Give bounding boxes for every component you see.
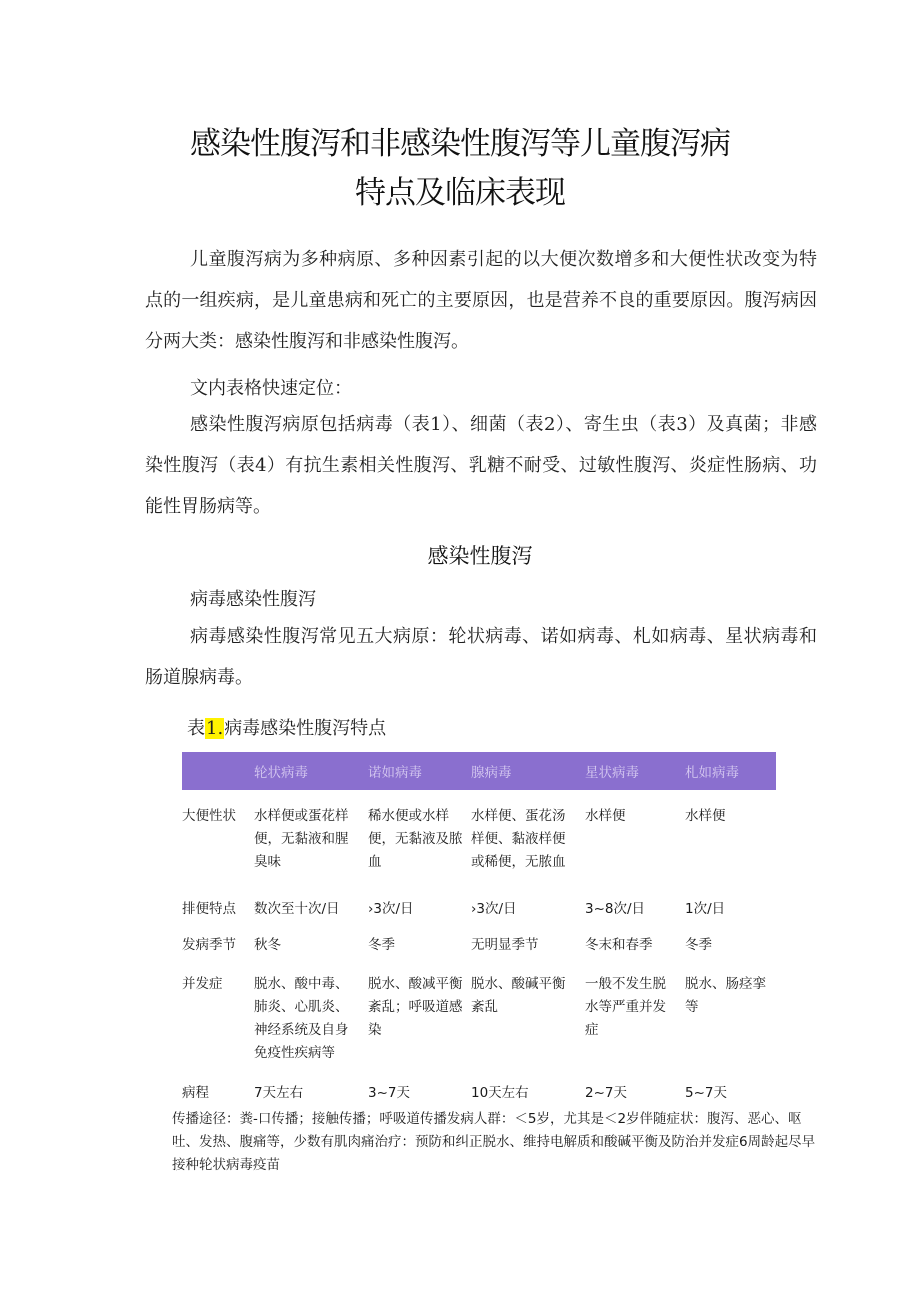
table-cell: 一般不发生脱水等严重并发症 xyxy=(585,976,666,1038)
table-cell: 数次至十次/日 xyxy=(254,901,340,917)
table-cell: 7天左右 xyxy=(254,1085,304,1101)
row-label: 大便性状 xyxy=(182,808,236,824)
table-cell: 1次/日 xyxy=(685,901,726,917)
virus-paragraph: 病毒感染性腹泻常见五大病原：轮状病毒、诺如病毒、札如病毒、星状病毒和肠道腺病毒。 xyxy=(145,626,817,688)
header-empty xyxy=(182,752,250,790)
quick-locate-label: 文内表格快速定位： xyxy=(190,378,352,399)
caption-number-highlight: 1. xyxy=(206,718,224,739)
table-cell: 2~7天 xyxy=(585,1085,627,1101)
header-rotavirus: 轮状病毒 xyxy=(250,752,364,790)
table-cell: 10天左右 xyxy=(471,1085,529,1101)
table-cell: ›3次/日 xyxy=(471,901,517,917)
table-cell: 水样便 xyxy=(585,808,626,824)
table-cell: 冬末和春季 xyxy=(585,937,653,953)
row-label: 发病季节 xyxy=(182,937,236,953)
table-row xyxy=(182,926,776,960)
table-cell: 3~8次/日 xyxy=(585,901,646,917)
table-caption xyxy=(187,714,386,740)
table-cell: 无明显季节 xyxy=(471,937,539,953)
table-cell: 脱水、酸碱平衡紊乱 xyxy=(471,976,566,1015)
table-cell: ›3次/日 xyxy=(368,901,414,917)
header-adenovirus: 腺病毒 xyxy=(467,752,581,790)
subheading-virus: 病毒感染性腹泻 xyxy=(190,589,316,610)
virus-diarrhea-table xyxy=(182,752,776,1110)
row-label: 并发症 xyxy=(182,976,223,992)
table-row xyxy=(182,874,776,926)
table-cell: 水样便 xyxy=(685,808,726,824)
table-row xyxy=(182,790,776,874)
table-footnote: 传播途径：粪-口传播；接触传播；呼吸道传播发病人群：＜5岁，尤其是＜2岁伴随症状：腹泻、恶心、呕吐、发热、腹痛等，少数有肌肉痛治疗：预防和纠正脱水、维持电解质和酸碱平衡及防治并发症6周龄起尽早接种轮状病毒疫苗 xyxy=(172,1111,816,1173)
table-cell: 脱水、酸减平衡紊乱；呼吸道感染 xyxy=(368,976,463,1038)
table-row xyxy=(182,960,776,1070)
table-cell: 脱水、肠痉挛等 xyxy=(685,976,766,1015)
document-title-line2: 特点及临床表现 xyxy=(355,175,565,211)
table-cell: 冬季 xyxy=(685,937,712,953)
table-cell: 3~7天 xyxy=(368,1085,410,1101)
row-label: 排便特点 xyxy=(182,901,236,917)
table-cell: 5~7天 xyxy=(685,1085,727,1101)
header-astrovirus: 星状病毒 xyxy=(581,752,681,790)
caption-text: 病毒感染性腹泻特点 xyxy=(224,718,387,739)
section-heading: 感染性腹泻 xyxy=(427,544,533,568)
document-title-line1: 感染性腹泻和非感染性腹泻等儿童腹泻病 xyxy=(190,126,730,162)
header-sapovirus: 札如病毒 xyxy=(681,752,776,790)
table-row xyxy=(182,1070,776,1110)
table-cell: 脱水、酸中毒、肺炎、心肌炎、神经系统及自身免疫性疾病等 xyxy=(254,976,349,1061)
row-label: 病程 xyxy=(182,1085,209,1101)
table-index-paragraph: 感染性腹泻病原包括病毒（表1）、细菌（表2）、寄生虫（表3）及真菌；非感染性腹泻（表4）有抗生素相关性腹泻、乳糖不耐受、过敏性腹泻、炎症性肠病、功能性胃肠病等。 xyxy=(145,414,817,517)
intro-paragraph: 儿童腹泻病为多种病原、多种因素引起的以大便次数增多和大便性状改变为特点的一组疾病，是儿童患病和死亡的主要原因，也是营养不良的重要原因。腹泻病因分两大类：感染性腹泻和非感染性腹泻。 xyxy=(145,249,817,352)
table-cell: 秋冬 xyxy=(254,937,281,953)
table-cell: 稀水便或水样便，无黏液及脓血 xyxy=(368,808,463,870)
table-cell: 水样便或蛋花样便，无黏液和腥臭味 xyxy=(254,808,349,870)
table-cell: 冬季 xyxy=(368,937,395,953)
caption-prefix: 表 xyxy=(187,718,205,739)
header-norovirus: 诺如病毒 xyxy=(364,752,467,790)
table-header-row xyxy=(182,752,776,790)
table-cell: 水样便、蛋花汤样便、黏液样便或稀便，无脓血 xyxy=(471,808,566,870)
